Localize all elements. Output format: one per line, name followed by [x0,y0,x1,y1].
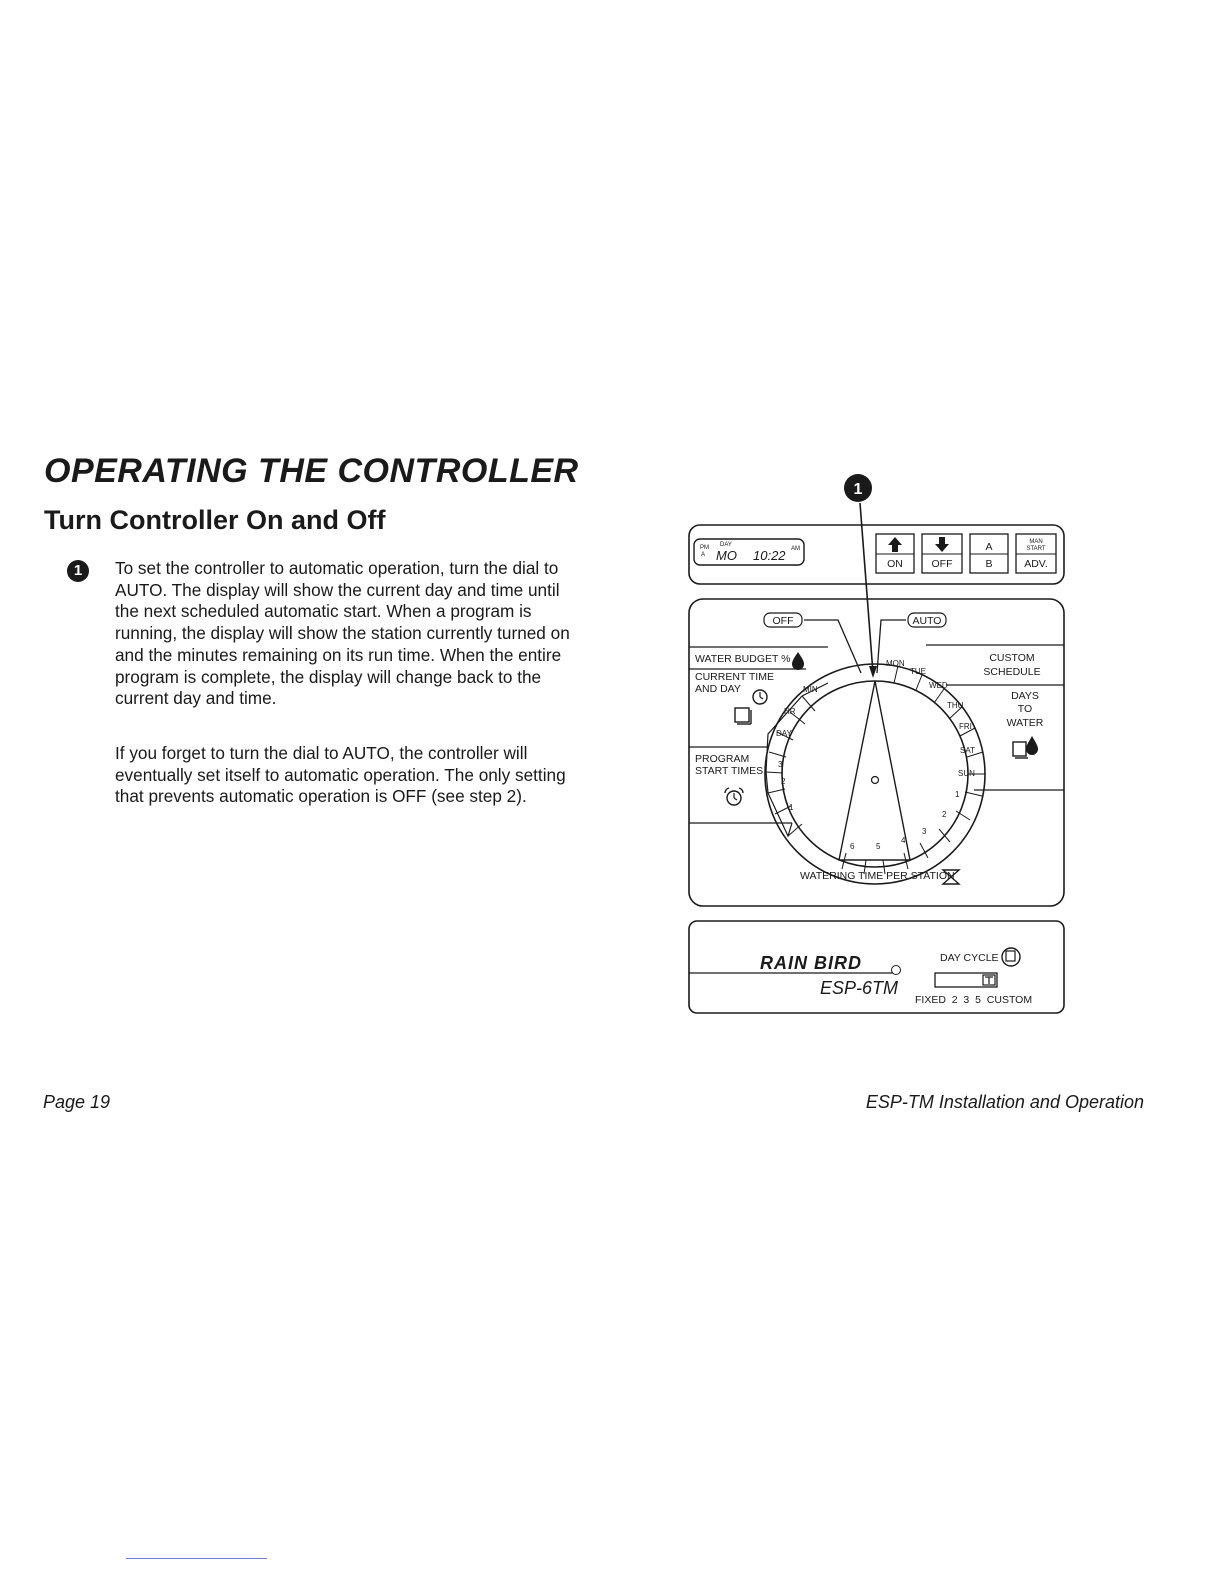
seg-thu-label: THU [947,701,964,710]
footer-rule [126,1558,267,1559]
paragraph-off-setting: If you forget to turn the dial to AUTO, the controller will eventually set itself to automatic operation. The only setting that prevents automatic operation is OFF (see step 2). [115,743,566,807]
off-button[interactable] [922,534,962,573]
seg-hr-label: HR [784,707,796,716]
water-drop-icon [792,652,804,670]
custom-schedule-label-1: CUSTOM [989,652,1035,664]
lcd-pm: PM [700,545,709,551]
section-subtitle: Turn Controller On and Off [44,505,386,535]
off-position-label [764,613,802,627]
callout-pointer-line [860,503,873,673]
page-number: Page 19 [43,1092,111,1112]
controller-diagram [680,470,1080,1025]
custom-schedule-label-2: SCHEDULE [983,666,1041,678]
seg-station-6-label: 6 [850,842,855,851]
lcd-time: 10:22 [753,548,786,563]
lcd-am: AM [791,546,800,552]
lcd-a: A [701,552,706,558]
seg-program-3-label: 3 [778,760,783,769]
seg-tue-label: TUE [910,667,926,676]
current-time-label-2: AND DAY [695,683,741,695]
callout-arrowhead [869,666,877,678]
calendar-water-icon [1013,736,1038,758]
lcd-display [694,539,804,565]
seg-program-2-label: 2 [781,777,786,786]
day-cycle-label: DAY CYCLE [940,952,999,964]
seg-station-5-label: 5 [876,842,881,851]
dial-center-dot [872,777,879,784]
dial-outer-ring [765,664,985,884]
seg-day-label: DAY [776,729,792,738]
dial-pointer [839,681,910,860]
svg-text:AUTO: AUTO [912,615,942,627]
seg-sat-label: SAT [960,746,975,755]
seg-station-3-label: 3 [922,827,927,836]
seg-program-1-label: 1 [789,803,794,812]
dial-knob[interactable] [782,681,968,867]
callout-number: 1 [853,481,863,498]
days-to-water-label-2: TO [1017,703,1033,715]
day-cycle-icon [1002,948,1020,966]
program-a-label: A [985,541,993,553]
alarm-clock-icon [725,788,743,805]
program-b-label: B [985,558,993,570]
seg-station-2-label: 2 [942,810,947,819]
manual-title-footer: ESP-TM Installation and Operation [865,1092,1144,1112]
days-to-water-label-3: WATER [1006,717,1044,729]
dial-left-edge [766,683,828,836]
seg-station-1-label: 1 [955,790,960,799]
down-arrow-icon [935,537,949,552]
calendar-icon [735,708,751,724]
watering-time-label: WATERING TIME PER STATION [800,870,955,882]
lcd-day-label: DAY [720,542,732,548]
up-arrow-icon [888,537,902,552]
off-button-label: OFF [931,558,953,570]
step-number-badge: 1 [67,560,89,582]
program-ab-button[interactable] [970,534,1008,573]
water-budget-label: WATER BUDGET % [695,653,791,665]
seg-wed-label: WED [929,681,948,690]
days-to-water-label-1: DAYS [1011,690,1039,702]
on-button-label: ON [887,558,903,570]
manual-start-button[interactable] [1016,534,1056,573]
start-label: START [1026,546,1046,552]
seg-min-label: MIN [803,685,818,694]
rain-bird-logo: RAIN BIRD [760,953,862,973]
day-cycle-options: FIXED 2 3 5 CUSTOM [915,994,1033,1006]
man-label: MAN [1029,539,1043,545]
lcd-day: MO [716,548,737,563]
seg-mon-label: MON [886,659,905,668]
current-time-label-1: CURRENT TIME [695,671,774,683]
program-start-label-1: PROGRAM [695,753,750,765]
day-cycle-slider[interactable] [935,973,997,987]
on-button[interactable] [876,534,914,573]
clock-icon [753,690,767,704]
svg-text:OFF: OFF [772,615,794,627]
seg-station-4-label: 4 [901,836,906,845]
program-start-label-2: START TIMES [695,765,764,777]
registered-mark-icon [892,966,901,975]
auto-position-label [908,613,946,627]
seg-sun-label: SUN [958,769,975,778]
paragraph-auto-operation: To set the controller to automatic operation, turn the dial to AUTO. The display will show the current day and time until the next scheduled automatic start. When a program is running, the display will show the station currently turned on and the minutes remaining on its run time. When the entire program is complete, the display will change back to the current day and time. [115,558,570,709]
page-title: OPERATING THE CONTROLLER [44,452,579,490]
model-name: ESP-6TM [820,978,899,998]
adv-label: ADV. [1024,558,1048,570]
seg-fri-label: FRI [959,722,972,731]
